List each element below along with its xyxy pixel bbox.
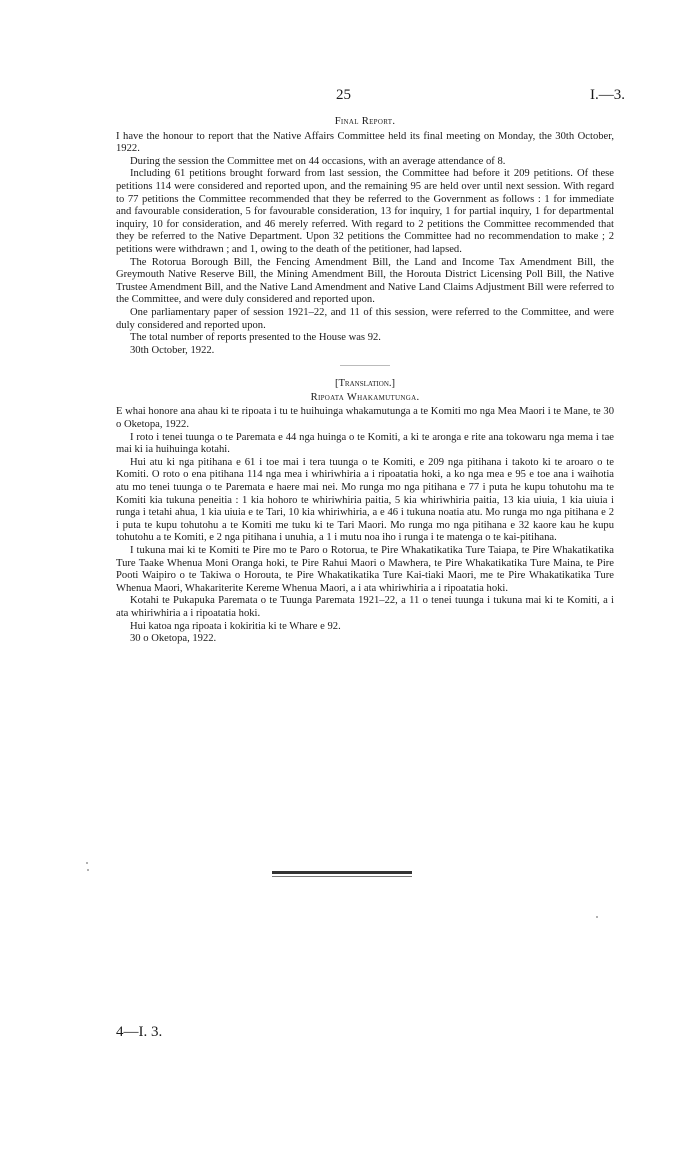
scan-speck xyxy=(596,916,598,918)
translation-paragraph: Hui katoa nga ripoata i kokiritia ki te Whare e 92. xyxy=(130,620,341,632)
translation-label: [Translation.] xyxy=(334,378,396,390)
translation-paragraph: I tukuna mai ki te Komiti te Pire mo te Paro o Rotorua, te Pire Whakatikatika Ture Taiapa, te Pire Whakatikatika Ture Taake Whenua Moni Oranga hoki, te Pire Rahui Maori o Mawhera, te Pire Whakatikatika Ture Maina, te Pire Pooti Waipiro o te Takiwa o Horouta, te Pire Whakatikatika Ture Kai-tiaki Maori, me te Pire Whakatikatika Ture Whenua Maori, Whakariterite Kereme Whenua Maori, a i ata whiriwhiria a i ripoatatia hoki. xyxy=(116,545,614,594)
translation-date: 30 o Oketopa, 1922. xyxy=(130,633,217,645)
end-rule-thin xyxy=(272,876,412,877)
report-paragraph: The Rotorua Borough Bill, the Fencing Amendment Bill, the Land and Income Tax Amendment Bill, the Greymouth Native Reserve Bill, the Mining Amendment Bill, the Horouta District Licensing Poll Bill, the Native Trustee Amendment Bill, and the Native Land Amendment and Native Land Claims Adjustment Bill were referred to the Committee, and were duly considered and reported upon. xyxy=(116,256,614,306)
translation-paragraph: Hui atu ki nga pitihana e 61 i toe mai i tera tuunga o te Komiti, e 209 nga pitihana i takoto ki te aroaro o te Komiti. O roto o ena pitihana 114 nga mea i whiriwhiria a i ripoatatia hoki, a ko nga mea e 95 e toe ana i waihotia atu mo tenei tuunga o te Paremata e haere mai nei. Mo runga mo nga pitihana e 77 i puta he kupu tohutohu ma te Komiti kia tukuna peneitia : 1 kia hohoro te whiriwhiria paitia, 5 kia whiriwhiria paitia, 13 kia uiuia, 1 kia uiuia i runga i tetahi ahua, 1 kia uiuia e te Tari, 10 kia whiriwhiria, a e 46 i tukuna noatia atu. Mo runga mo nga pitihana e 2 i puta te kupu tohutohu a te Komiti me tuku ki te Tari Maori. Mo runga mo nga pitihana e 32 kaore kau he kupu tohutohu a te Komiti, e 2 nga pitihana i unuhia, a 1 i mutu noa iho i runga i te matenga o te kai-pitihana. xyxy=(116,456,614,544)
scan-speck xyxy=(86,862,88,864)
report-paragraph: One parliamentary paper of session 1921–22, and 11 of this session, were referred to the Committee, and were duly considered and reported upon. xyxy=(116,306,614,331)
translation-paragraph: E whai honore ana ahau ki te ripoata i tu te huihuinga whakamutunga a te Komiti mo nga Mea Maori i te Mane, te 30 o Oketopa, 1922. xyxy=(116,406,614,431)
end-rule xyxy=(272,871,412,874)
translation-paragraph: Kotahi te Pukapuka Paremata o te Tuunga Paremata 1921–22, a 11 o tenei tuunga i tukuna mai ki te Komiti, a i ata whiriwhiria a i ripoatatia hoki. xyxy=(116,595,614,619)
scan-speck xyxy=(87,869,89,871)
section-divider xyxy=(340,365,390,366)
report-paragraph: Including 61 petitions brought forward from last session, the Committee had before it 209 petitions. Of these petitions 114 were considered and reported upon, and the remaining 95 are held over until next session. With regard to 77 petitions the Committee recommended that they be referred to the Government as follows : 1 for immediate and favourable consideration, 5 for favourable consideration, 13 for inquiry, 1 for partial inquiry, 1 for departmental inquiry, 10 for consideration, and 46 merely referred. With regard to 2 petitions the Committee recommended that they be referred to the Native Department. Upon 32 petitions the Committee had no recommendation to make ; 2 petitions were withdrawn ; and 1, owing to the death of the petitioner, had lapsed. xyxy=(116,168,614,255)
report-body xyxy=(116,116,614,646)
document-reference: I.—3. xyxy=(590,87,625,103)
footer-signature: 4—I. 3. xyxy=(116,1024,163,1040)
report-heading: Final Report. xyxy=(334,116,396,127)
report-paragraph: I have the honour to report that the Native Affairs Committee held its final meeting on Monday, the 30th October, 1922. xyxy=(116,130,614,155)
page-number: 25 xyxy=(336,87,351,103)
translation-heading: Ripoata Whakamutunga. xyxy=(310,391,420,403)
report-paragraph: During the session the Committee met on 44 occasions, with an average attendance of 8. xyxy=(130,155,506,167)
report-paragraph: The total number of reports presented to the House was 92. xyxy=(130,332,381,344)
report-date: 30th October, 1922. xyxy=(130,344,215,356)
translation-paragraph: I roto i tenei tuunga o te Paremata e 44 nga huinga o te Komiti, a ki te aronga e rite ana tokowaru nga mema i tae mai ki ia huihuinga kotahi. xyxy=(116,431,614,456)
